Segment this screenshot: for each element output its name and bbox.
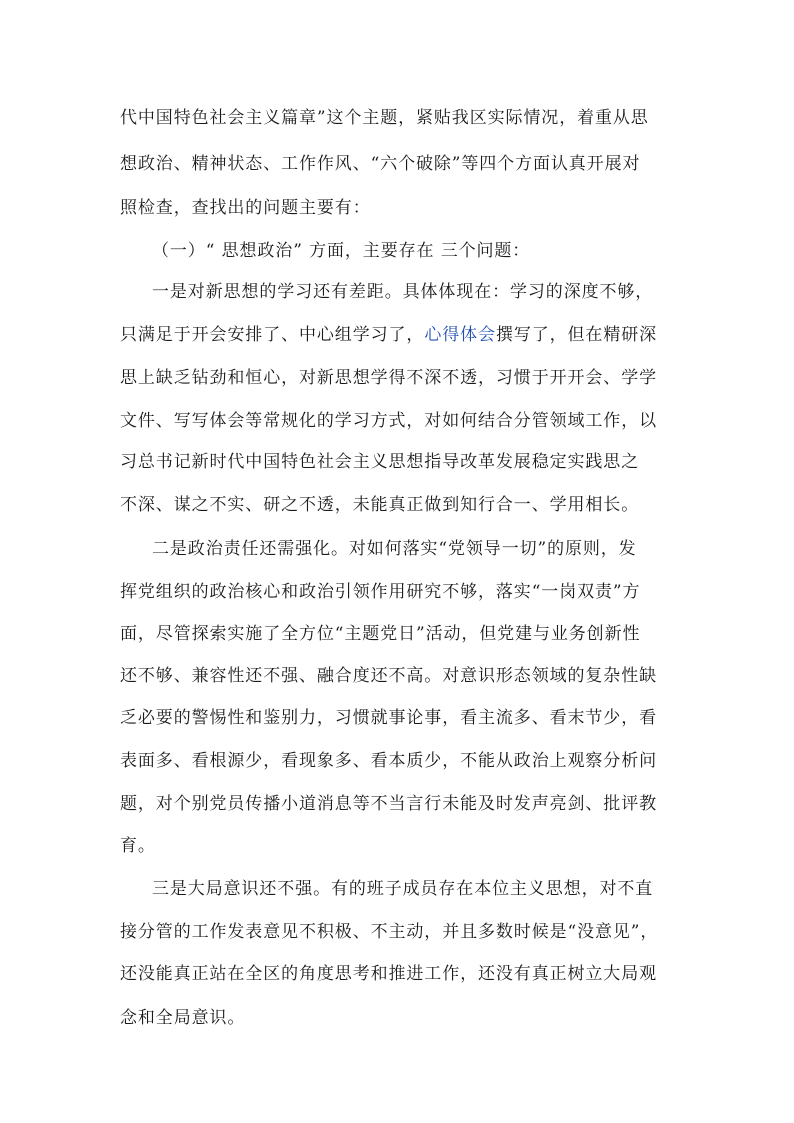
body-text-line: 三是大局意识还不强。有的班子成员存在本位主义思想，对不直 — [152, 879, 654, 899]
body-text-line: 照检查，查找出的问题主要有： — [120, 198, 371, 218]
section-heading: （一）“ 思想政治” 方面，主要存在 三个问题： — [152, 241, 531, 261]
body-text-line: 表面多、看根源少，看现象多、看本质少，不能从政治上观察分析问 — [120, 751, 657, 771]
body-text-line: 挥党组织的政治核心和政治引领作用研究不够，落实“一岗双责”方 — [120, 582, 641, 602]
text-span: 只满足于开会安排了、中心组学习了， — [120, 325, 425, 345]
body-text-line: 接分管的工作发表意见不积极、不主动，并且多数时候是“没意见”， — [120, 922, 659, 942]
body-text-line: 二是政治责任还需强化。对如何落实“党领导一切”的原则，发 — [152, 539, 637, 559]
text-span: 撰写了，但在精研深 — [495, 325, 658, 345]
body-text-line: 乏必要的警惕性和鉴别力，习惯就事论事，看主流多、看末节少，看 — [120, 708, 657, 728]
body-text-line: 还没能真正站在全区的角度思考和推进工作，还没有真正树立大局观 — [120, 964, 657, 984]
body-text-line: 代中国特色社会主义篇章”这个主题，紧贴我区实际情况，着重从思 — [120, 108, 649, 128]
body-text-line: 题，对个别党员传播小道消息等不当言行未能及时发声亮剑、批评教 — [120, 794, 657, 814]
xinde-tihui-link[interactable]: 心得体会 — [424, 325, 496, 345]
body-text-line: 想政治、精神状态、工作作风、“六个破除”等四个方面认真开展对 — [120, 154, 641, 174]
body-text-line — [120, 324, 680, 346]
body-text-line: 念和全局意识。 — [120, 1008, 246, 1028]
body-text-line: 一是对新思想的学习还有差距。具体体现在：学习的深度不够， — [152, 282, 654, 302]
body-text-line: 还不够、兼容性还不强、融合度还不高。对意识形态领域的复杂性缺 — [120, 666, 657, 686]
body-text-line: 习总书记新时代中国特色社会主义思想指导改革发展稳定实践思之 — [120, 452, 640, 472]
body-text-line: 面，尽管探索实施了全方位“主题党日”活动，但党建与业务创新性 — [120, 624, 641, 644]
body-text-line: 育。 — [120, 836, 156, 856]
body-text-line: 不深、谋之不实、研之不透，未能真正做到知行合一、学用相长。 — [120, 495, 640, 515]
body-text-line: 思上缺乏钻劲和恒心，对新思想学得不深不透，习惯于开开会、学学 — [120, 368, 657, 388]
body-text-line: 文件、写写体会等常规化的学习方式，对如何结合分管领域工作，以 — [120, 411, 657, 431]
